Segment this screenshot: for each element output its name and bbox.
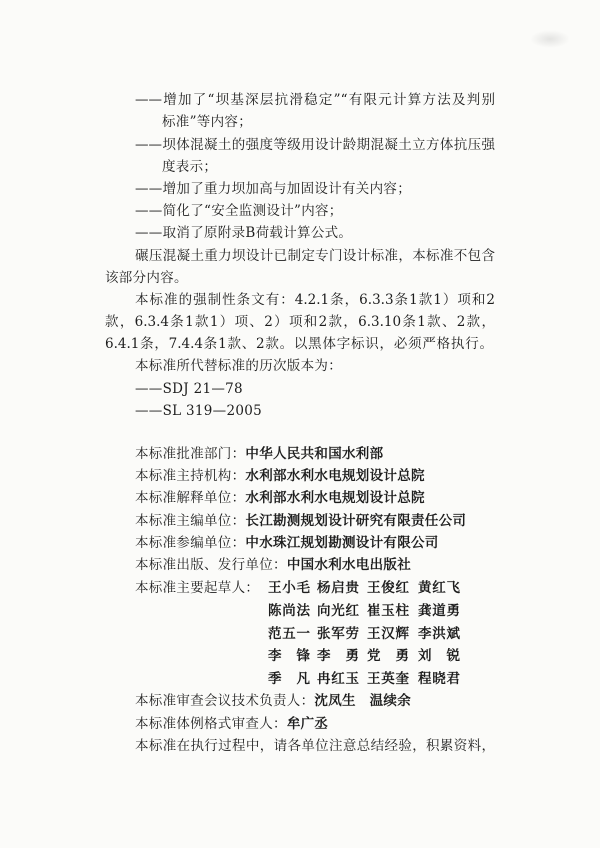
drafter-name: 崔玉柱 xyxy=(367,603,409,619)
rcc-note-line-2: 该部分内容。 xyxy=(105,270,188,286)
reviewer-value: 牟广丞 xyxy=(286,716,329,732)
credit-label: 本标准出版、发行单位： xyxy=(135,557,287,573)
drafter-name: 李 勇 xyxy=(317,648,359,664)
credit-host-organization xyxy=(135,465,425,487)
credit-value: 水利部水利水电规划设计总院 xyxy=(245,490,425,506)
drafter-name: 王俊红 xyxy=(367,580,409,596)
drafter-name: 程晓君 xyxy=(418,671,460,687)
drafter-name: 党 勇 xyxy=(367,648,409,664)
drafters-label: 本标准主要起草人： xyxy=(135,580,260,596)
revision-note-3: ——增加了重力坝加高与加固设计有关内容； xyxy=(135,181,411,197)
mandatory-clauses-line-1: 本标准的强制性条文有：4.2.1条，6.3.3条1款1）项和2 xyxy=(135,292,495,308)
reviewer-format xyxy=(135,713,328,735)
credit-label: 本标准参编单位： xyxy=(135,535,246,551)
revision-note-4: ——简化了“安全监测设计”内容； xyxy=(135,203,343,219)
mandatory-clauses-line-2: 款，6.3.4条1款1）项、2）项和2款，6.3.10条1款、2款， xyxy=(105,314,495,330)
revision-note-5: ——取消了原附录B荷载计算公式。 xyxy=(135,225,353,241)
credit-value: 中国水利水电出版社 xyxy=(286,557,412,573)
drafter-name: 李洪斌 xyxy=(418,626,460,642)
drafter-name: 杨启贵 xyxy=(317,580,359,596)
reviewer-label: 本标准审查会议技术负责人： xyxy=(135,693,315,709)
credit-value: 水利部水利水电规划设计总院 xyxy=(245,468,425,484)
drafter-name: 张军劳 xyxy=(317,626,359,642)
credit-chief-editor-unit xyxy=(135,510,466,532)
drafter-name: 黄红飞 xyxy=(418,580,460,596)
drafter-name: 陈尚法 xyxy=(268,603,310,619)
drafter-name: 李 锋 xyxy=(268,648,310,664)
credit-participating-unit xyxy=(135,532,439,554)
rcc-note-line-1: 碾压混凝土重力坝设计已制定专门设计标准，本标准不包含 xyxy=(135,248,495,264)
credit-approval-department xyxy=(135,443,383,465)
credit-value: 中水珠江规划勘测设计有限公司 xyxy=(245,535,439,551)
superseded-intro: 本标准所代替标准的历次版本为： xyxy=(135,358,342,374)
drafter-name: 龚道勇 xyxy=(418,603,460,619)
revision-note-1-line-2: 标准”等内容； xyxy=(162,114,253,130)
reviewer-technical-lead xyxy=(135,690,411,712)
revision-note-1-line-1: ——增加了“坝基深层抗滑稳定”“有限元计算方法及判别 xyxy=(135,92,495,108)
credit-value: 中华人民共和国水利部 xyxy=(245,446,384,462)
drafter-name: 季 凡 xyxy=(268,671,310,687)
revision-note-2-line-1: ——坝体混凝土的强度等级用设计龄期混凝土立方体抗压强 xyxy=(135,137,495,153)
reviewer-value: 沈凤生 温续余 xyxy=(314,693,412,709)
credit-publisher xyxy=(135,554,411,576)
superseded-version-1: ——SDJ 21—78 xyxy=(135,381,243,397)
drafter-name: 范五一 xyxy=(268,626,310,642)
mandatory-clauses-line-3: 6.4.1条，7.4.4条1款、2款。以黑体字标识，必须严格执行。 xyxy=(105,336,493,352)
revision-note-2-line-2: 度表示； xyxy=(162,159,218,175)
drafter-name: 王汉辉 xyxy=(367,626,409,642)
scan-smudge xyxy=(530,30,570,48)
superseded-version-2: ——SL 319—2005 xyxy=(135,403,263,419)
credit-label: 本标准主持机构： xyxy=(135,468,246,484)
closing-text: 本标准在执行过程中，请各单位注意总结经验，积累资料， xyxy=(135,738,495,754)
drafter-name: 冉红玉 xyxy=(317,671,359,687)
credit-label: 本标准批准部门： xyxy=(135,446,246,462)
drafter-name: 刘 锐 xyxy=(418,648,460,664)
drafter-name: 向光红 xyxy=(317,603,359,619)
drafter-name: 王英奎 xyxy=(367,671,409,687)
credit-value: 长江勘测规划设计研究有限责任公司 xyxy=(245,513,467,529)
credit-label: 本标准解释单位： xyxy=(135,490,246,506)
credit-interpretation-unit xyxy=(135,487,425,509)
credit-label: 本标准主编单位： xyxy=(135,513,246,529)
reviewer-label: 本标准体例格式审查人： xyxy=(135,716,287,732)
drafter-name: 王小毛 xyxy=(268,580,310,596)
